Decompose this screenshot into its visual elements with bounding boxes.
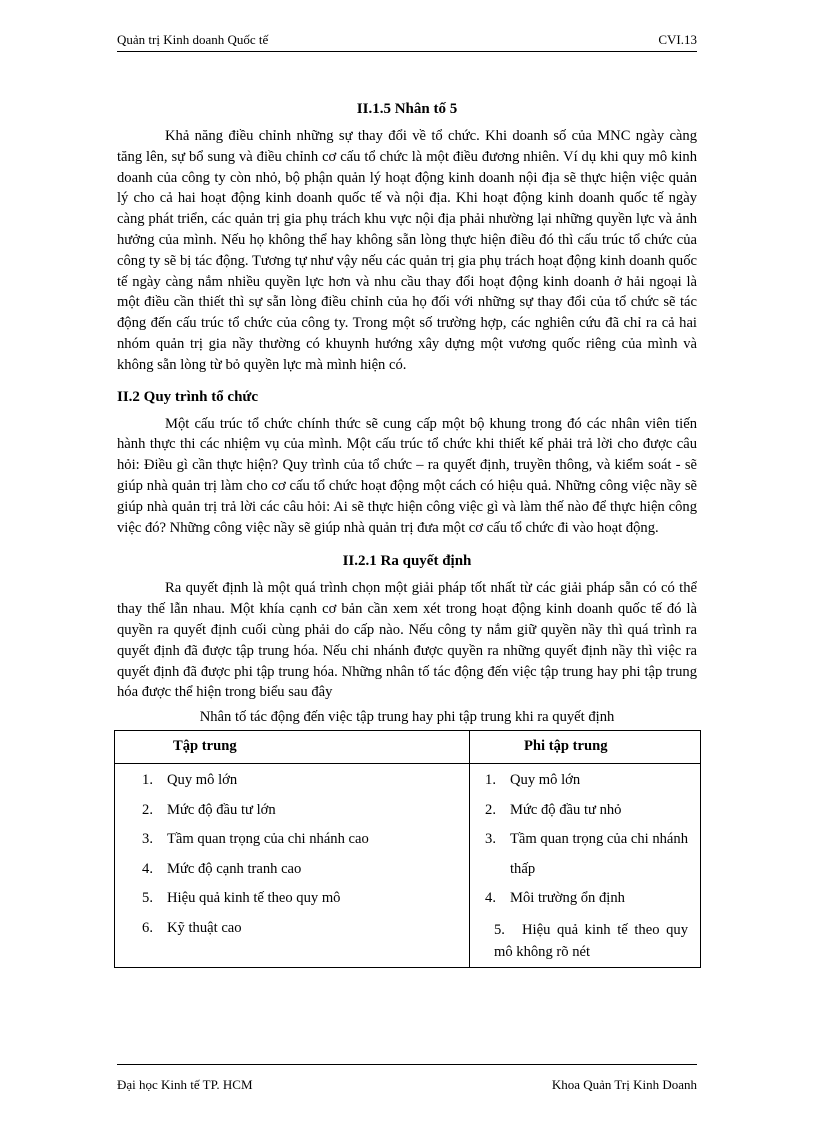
footer-faculty: Khoa Quản Trị Kinh Doanh [551,1077,697,1092]
centralized-list [115,763,470,967]
header-decentralized: Phi tập trung [470,730,701,763]
list-item: 3. Tầm quan trọng của chi nhánh thấp [485,831,688,877]
footer-university: Đại học Kinh tế TP. HCM [117,1077,253,1092]
table-body-row [115,763,701,967]
section-2-1-paragraph: Ra quyết định là một quá trình chọn một giải pháp tốt nhất từ các giải pháp sẵn có có thể thay thế lẫn nhau. Một khía cạnh cơ bản cần xem xét trong hoạt động kinh doanh quốc tế đó là quyền ra quyết định cuối cùng phải do cấp nào. Nếu công ty nắm giữ quyền nầy thì quá trình ra quyết định đã được tập trung hóa. Nếu chi nhánh được quyền ra những quyết định nầy thì việc ra quyết định đã được phi tập trung hóa. Những nhân tố tác động đến việc tập trung hay phi tập trung hóa được thể hiện trong biểu sau đây [117,580,697,701]
table-caption: Nhân tố tác động đến việc tập trung hay phi tập trung khi ra quyết định [199,709,615,726]
list-item: 3. Tầm quan trọng của chi nhánh cao [142,831,369,848]
list-item: 2. Mức độ đầu tư nhỏ [485,801,622,818]
table-header-row [115,730,701,763]
section-2-paragraph: Một cấu trúc tổ chức chính thức sẽ cung cấp một bộ khung trong đó các nhân viên tiến hành thực thi các nhiệm vụ của mình. Một cấu trúc tổ chức khi thiết kế phải trả lời cho được câu hỏi: Điều gì cần thực hiện? Quy trình của tổ chức – ra quyết định, truyền thông, và kiểm soát - sẽ giúp nhà quản trị làm cho cơ cấu tổ chức hoạt động một cách có hiệu quả. Những công việc nầy sẽ giúp nhà quản trị trả lời các câu hỏi: Ai sẽ thực hiện công việc gì và làm thế nào để thực hiện công việc đó? Những công việc nầy sẽ giúp nhà quản trị đưa một cơ cấu tổ chức đi vào hoạt động. [117,415,697,536]
list-item: 6. Kỹ thuật cao [142,919,242,936]
section-2-1-title: II.2.1 Ra quyết định [342,553,472,570]
page-header [117,32,697,52]
section-1-5-paragraph: Khả năng điều chỉnh những sự thay đổi về tổ chức. Khi doanh số của MNC ngày càng tăng lên, sự bổ sung và điều chỉnh cơ cấu tổ chức là một điều đương nhiên. Ví dụ khi quy mô kinh doanh của công ty còn nhỏ, bộ phận quản lý hoạt động kinh doanh nội địa sẽ thực hiện việc quản lý cho cả hai hoạt động kinh doanh quốc tế và nội địa. Khi hoạt động kinh doanh quốc tế ngày càng phát triển, các quản trị gia phụ trách khu vực nội địa phải nhường lại những quyền lực và ảnh hưởng của mình. Nếu họ không thể hay không sẵn lòng thực hiện điều đó thì cấu trúc tổ chức của công ty sẽ bị tác động. Tương tự như vậy nếu các quản trị gia phụ trách hoạt động kinh doanh quốc tế ngày càng nắm nhiều quyền lực hơn và nhu cầu thay đổi hoạt động kinh doanh ở hải ngoại là một điều cần thiết thì sự sẵn lòng điều chỉnh của họ đối với những sự thay đổi của tổ chức sẽ tác động đến cấu trúc tổ chức của công ty. Trong một số trường hợp, các nghiên cứu đã chỉ ra cả hai nhóm quản trị gia nầy thường có khuynh hướng xây dựng một vương quốc riêng của mình và không sẵn lòng từ bỏ quyền lực mà mình hiện có. [117,128,697,373]
decentralized-list [470,763,701,967]
header-left-text: Quản trị Kinh doanh Quốc tế [117,32,269,47]
list-item: 5. Hiệu quả kinh tế theo quy mô không rõ nét [494,921,688,960]
list-item: 4. Mức độ cạnh tranh cao [142,860,302,877]
page-content [117,98,697,968]
header-page-code: CVI.13 [658,32,697,47]
list-item: 4. Môi trường ổn định [485,890,625,907]
section-1-5-title: II.1.5 Nhân tố 5 [356,101,458,117]
header-centralized: Tập trung [115,730,470,763]
page-footer [117,1064,697,1093]
section-2-title: II.2 Quy trình tổ chức [117,388,259,405]
list-item: 2. Mức độ đầu tư lớn [142,801,276,818]
list-item: 5. Hiệu quả kinh tế theo quy mô [142,890,341,907]
factors-table [114,730,701,968]
list-item: 1. Quy mô lớn [142,771,238,788]
list-item: 1. Quy mô lớn [485,771,581,788]
